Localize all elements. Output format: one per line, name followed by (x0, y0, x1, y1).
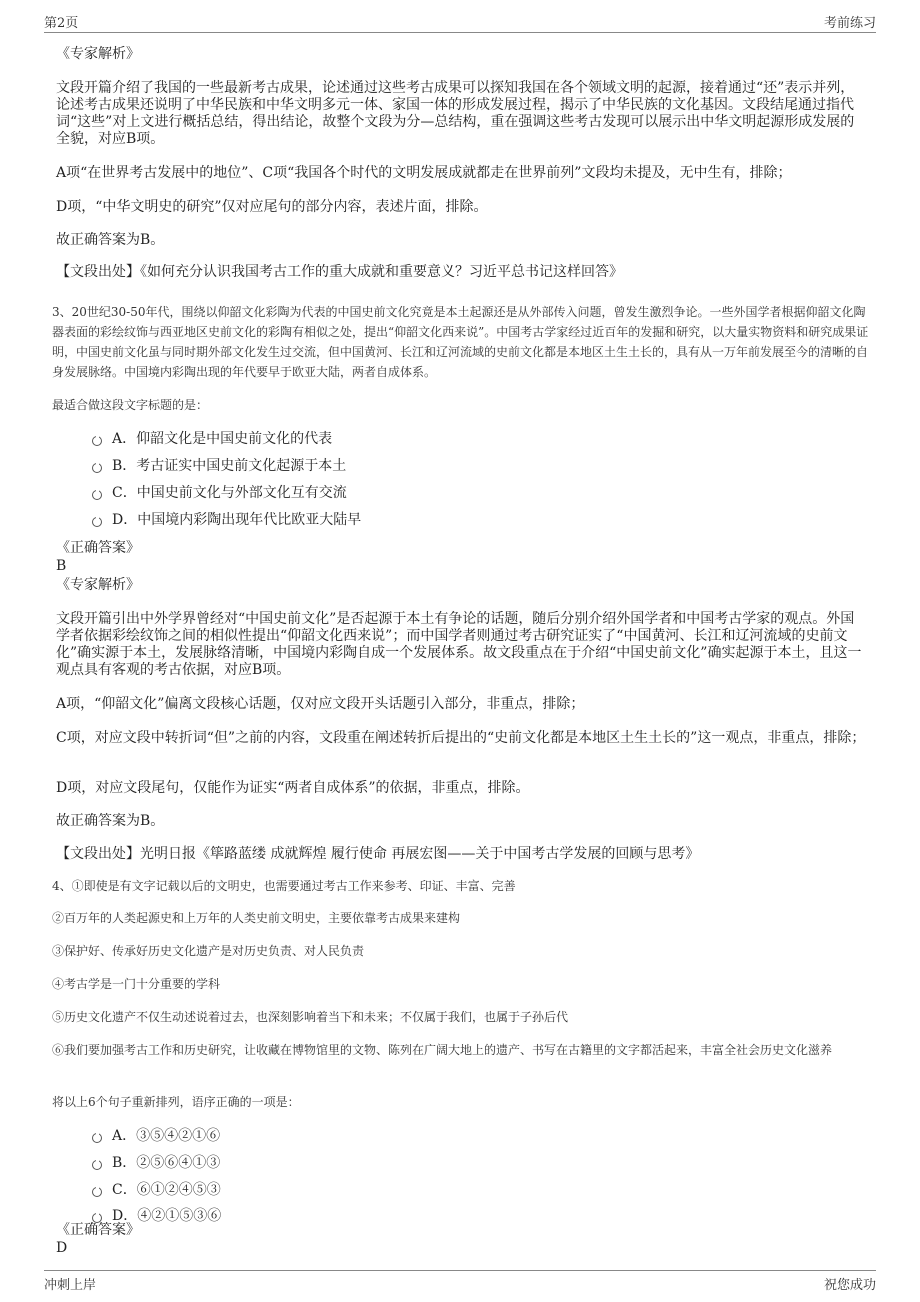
q2-conclusion: 故正确答案为B。 (56, 232, 165, 248)
q4-sentence-6: ⑥我们要加强考古工作和历史研究，让收藏在博物馆里的文物、陈列在广阔大地上的遗产、书写在古籍里的文字都活起来，丰富全社会历史文化滋养 (52, 1043, 833, 1057)
q3-analysis-label: 《专家解析》 (56, 577, 140, 593)
q3-option-b[interactable] (92, 457, 346, 475)
page-number: 第2页 (44, 16, 79, 31)
q3-answer-label: 《正确答案》 (56, 540, 140, 556)
q4-option-a[interactable] (92, 1127, 220, 1145)
header-title: 考前练习 (823, 16, 876, 31)
option-label: A．③⑤④②①⑥ (112, 1128, 221, 1144)
radio-icon[interactable] (92, 463, 102, 473)
footer-right: 祝您成功 (823, 1278, 876, 1293)
q2-line-ac: A项“在世界考古发展中的地位”、C项“我国各个时代的文明发展成就都走在世界前列”文段均未提及，无中生有，排除； (56, 165, 792, 181)
option-label: D．④②①⑤③⑥ (112, 1208, 222, 1224)
option-label: C．中国史前文化与外部文化互有交流 (112, 485, 347, 501)
radio-icon[interactable] (92, 436, 102, 446)
q3-line-d: D项，对应文段尾句，仅能作为证实“两者自成体系”的依据，非重点，排除。 (56, 780, 530, 796)
q4-sentence-5: ⑤历史文化遗产不仅生动述说着过去，也深刻影响着当下和未来；不仅属于我们，也属于子孙后代 (52, 1010, 569, 1024)
q3-prompt: 最适合做这段文字标题的是： (52, 398, 209, 412)
q3-source: 【文段出处】光明日报《筚路蓝缕 成就辉煌 履行使命 再展宏图——关于中国考古学发展的回顾与思考》 (56, 846, 700, 862)
option-label: D．中国境内彩陶出现年代比欧亚大陆早 (112, 512, 362, 528)
page-footer (44, 1270, 876, 1294)
q2-line-d: D项，“中华文明史的研究”仅对应尾句的部分内容，表述片面，排除。 (56, 199, 488, 215)
option-label: A．仰韶文化是中国史前文化的代表 (112, 431, 333, 447)
q4-sentence-4: ④考古学是一门十分重要的学科 (52, 977, 221, 991)
q4-sentence-2: ②百万年的人类起源史和上万年的人类史前文明史，主要依靠考古成果来建构 (52, 911, 461, 925)
q3-option-c[interactable] (92, 484, 347, 502)
q3-option-d[interactable] (92, 511, 361, 529)
page-header (44, 12, 876, 33)
q3-line-a: A项，“仰韶文化”偏离文段核心话题，仅对应文段开头话题引入部分，非重点，排除； (56, 696, 585, 712)
q3-analysis: 文段开篇引出中外学界曾经对“中国史前文化”是否起源于本土有争论的话题，随后分别介绍外国学者和中国考古学家的观点。外国学者依据彩绘纹饰之间的相似性提出“仰韶文化西来说”；而中国学者则通过考古研究证实了“中国黄河、长江和辽河流域的史前文化”确实源于本土，发展脉络清晰，中国境内彩陶自成一个发展体系。故文段重点在于介绍“中国史前文化”确实起源于本土，且这一观点具有客观的考古依据，对应B项。 (56, 611, 862, 678)
q3-line-c: C项，对应文段中转折词“但”之前的内容，文段重在阐述转折后提出的“史前文化都是本地区土生土长的”这一观点，非重点，排除； (56, 730, 866, 746)
q3-option-a[interactable] (92, 430, 332, 448)
q4-sentence-1: 4、①即使是有文字记载以后的文明史，也需要通过考古工作来参考、印证、丰富、完善 (52, 879, 516, 893)
radio-icon[interactable] (92, 1187, 102, 1197)
q3-conclusion: 故正确答案为B。 (56, 813, 165, 829)
q2-analysis: 文段开篇介绍了我国的一些最新考古成果，论述通过这些考古成果可以探知我国在各个领域文明的起源，接着通过“还”表示并列，论述考古成果还说明了中华民族和中华文明多元一体、家国一体的形成发展过程，揭示了中华民族的文化基因。文段结尾通过指代词“这些”对上文进行概括总结，得出结论，故整个文段为分—总结构，重在强调这些考古发现可以展示出中华文明起源形成发展的全貌，对应B项。 (56, 80, 855, 147)
q4-option-c[interactable] (92, 1181, 221, 1199)
q4-answer-label: 《正确答案》 (56, 1222, 140, 1238)
q3-answer: B (56, 558, 67, 574)
radio-icon[interactable] (92, 517, 102, 527)
q4-option-b[interactable] (92, 1154, 220, 1172)
radio-icon[interactable] (92, 1160, 102, 1170)
option-label: C．⑥①②④⑤③ (112, 1182, 221, 1198)
option-label: B．考古证实中国史前文化起源于本土 (112, 458, 347, 474)
q4-sentence-3: ③保护好、传承好历史文化遗产是对历史负责、对人民负责 (52, 944, 365, 958)
footer-left: 冲刺上岸 (44, 1278, 97, 1293)
option-label: B．②⑤⑥④①③ (112, 1155, 221, 1171)
q4-answer: D (56, 1240, 68, 1256)
radio-icon[interactable] (92, 490, 102, 500)
q4-prompt: 将以上6个句子重新排列，语序正确的一项是： (52, 1095, 300, 1109)
q3-stem: 3、20世纪30-50年代，围绕以仰韶文化彩陶为代表的中国史前文化究竟是本土起源还是从外部传入问题，曾发生激烈争论。一些外国学者根据仰韶文化陶器表面的彩绘纹饰与西亚地区史前文化的彩陶有相似之处，提出“仰韶文化西来说”。中国考古学家经过近百年的发掘和研究，以大量实物资料和研究成果证明，中国史前文化虽与同时期外部文化发生过交流，但中国黄河、长江和辽河流域的史前文化都是本地区土生土长的，具有从一万年前发展至今的清晰的自身发展脉络。中国境内彩陶出现的年代要早于欧亚大陆，两者自成体系。 (52, 305, 869, 379)
q2-source: 【文段出处】《如何充分认识我国考古工作的重大成就和重要意义？习近平总书记这样回答》 (56, 264, 623, 280)
radio-icon[interactable] (92, 1133, 102, 1143)
q2-analysis-label: 《专家解析》 (56, 46, 140, 62)
